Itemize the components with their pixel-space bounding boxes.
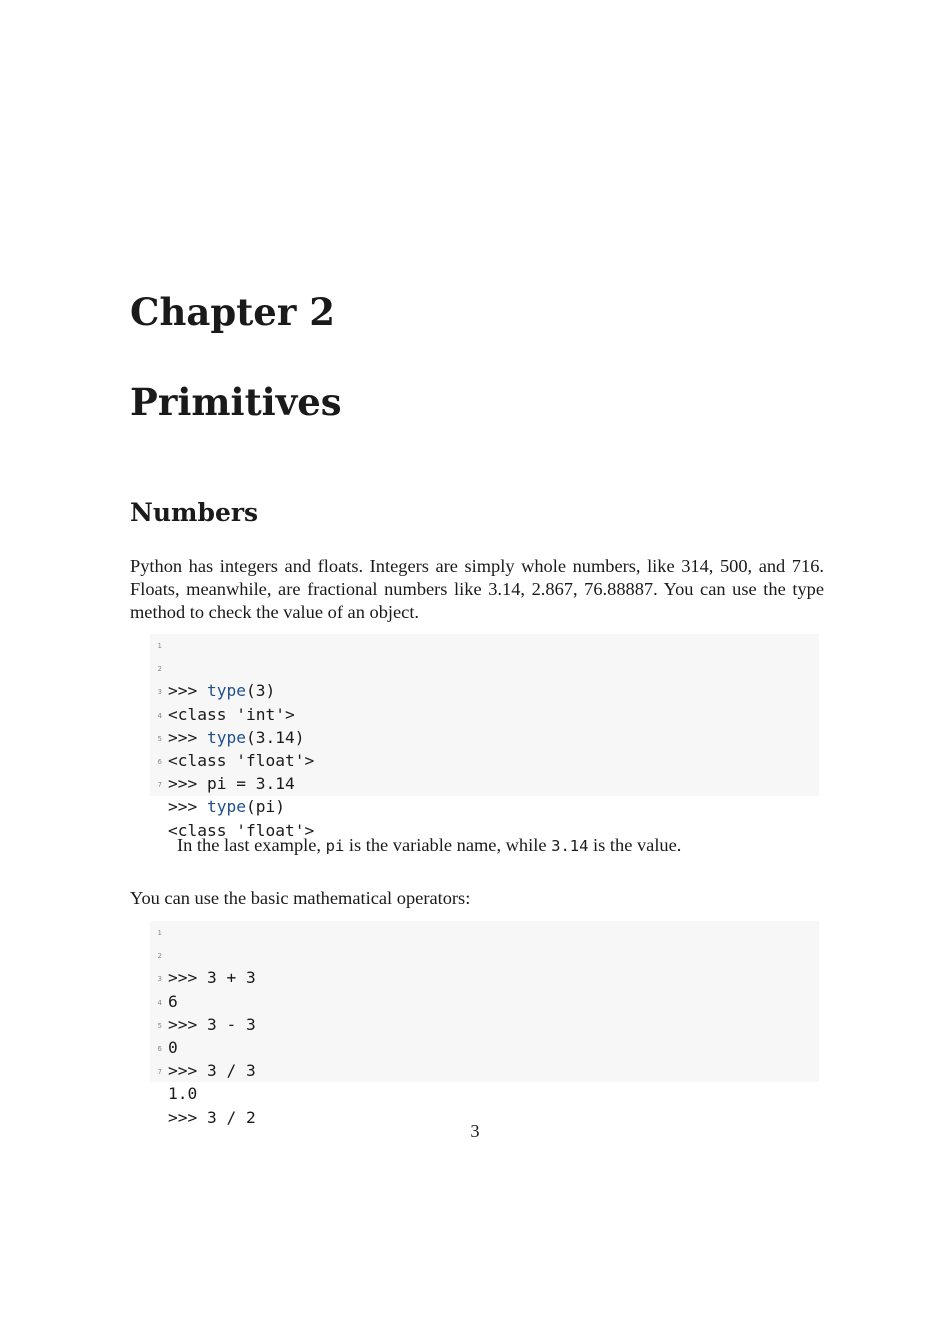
paragraph-line: Floats, meanwhile, are fractional numbers like 3.14, 2.867, 76.88887. You can use the type (130, 579, 824, 599)
line-number: 4 (157, 711, 162, 720)
code-text: <class 'float'> (168, 820, 315, 840)
code-text: <class 'float'> (168, 750, 315, 770)
intro-paragraph (130, 555, 824, 624)
line-number: 5 (157, 734, 162, 743)
line-number: 1 (157, 929, 162, 937)
code-block-operators (150, 921, 819, 1127)
chapter-label: Chapter 2 (130, 290, 335, 334)
code-text: >>> type(pi) (168, 797, 285, 817)
chapter-title: Primitives (130, 380, 342, 424)
code-text: >>> 3 / 2 (168, 1107, 256, 1127)
code-block-type-examples (150, 634, 819, 840)
builtin-keyword: type (206, 727, 246, 747)
variable-explanation-paragraph: In the last example, pi is the variable name, while 3.14 is the value. (177, 835, 682, 855)
builtin-keyword: type (206, 797, 246, 817)
code-text: >>> 3 / 3 (168, 1061, 256, 1081)
line-number: 3 (157, 688, 162, 697)
operators-paragraph: You can use the basic mathematical operators: (130, 888, 471, 908)
code-text: >>> type(3.14) (168, 727, 305, 747)
builtin-keyword: type (206, 681, 246, 701)
paragraph-line: Python has integers and floats. Integers are simply whole numbers, like 314, 500, and 716. (130, 556, 824, 576)
line-number: 5 (157, 1021, 162, 1030)
code-text: 6 (168, 991, 178, 1011)
line-number: 6 (157, 757, 162, 766)
line-number: 4 (157, 998, 162, 1007)
inline-code: 3.14 (551, 837, 589, 855)
section-title: Numbers (130, 498, 259, 527)
code-text: >>> 3 + 3 (168, 968, 256, 988)
code-text: >>> type(3) (168, 681, 276, 701)
code-text: 0 (168, 1037, 178, 1057)
code-line (150, 920, 819, 988)
code-line (150, 1013, 819, 1081)
line-number: 7 (157, 781, 162, 790)
page-number: 3 (470, 1121, 480, 1141)
line-number: 1 (157, 642, 162, 650)
line-number: 3 (157, 975, 162, 984)
code-text: 1.0 (168, 1084, 198, 1104)
paragraph-line: method to check the value of an object. (130, 602, 420, 622)
code-text: >>> pi = 3.14 (168, 774, 295, 794)
code-line (150, 966, 819, 1034)
code-text: <class 'int'> (168, 704, 295, 724)
line-number: 2 (157, 952, 162, 961)
line-number: 2 (157, 665, 162, 674)
line-number: 7 (157, 1068, 162, 1077)
line-number: 6 (157, 1044, 162, 1053)
code-line (150, 633, 819, 701)
inline-code: pi (325, 837, 345, 855)
code-text: >>> 3 - 3 (168, 1014, 256, 1034)
